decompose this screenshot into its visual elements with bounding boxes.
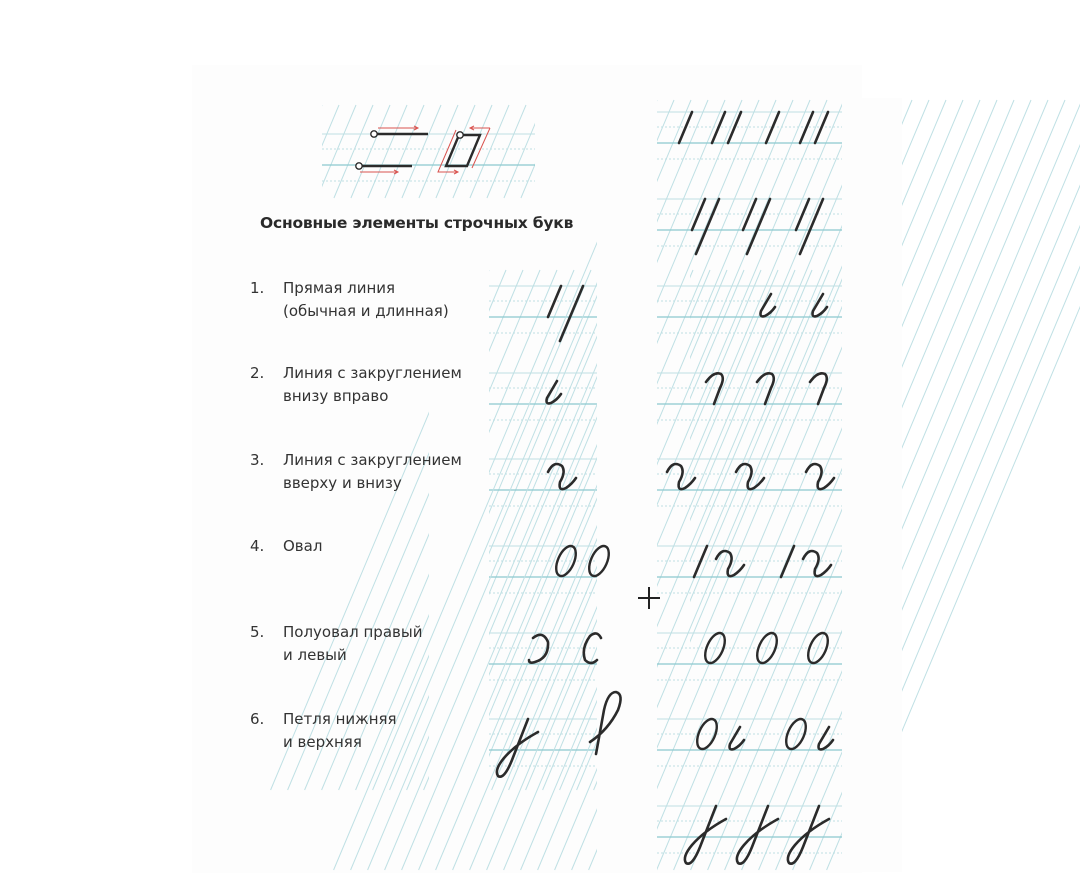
slant-guide-line	[351, 105, 390, 198]
slant-guide-line	[334, 105, 373, 198]
start-point-icon	[371, 131, 377, 137]
element-number: 1.	[250, 279, 265, 297]
grid-edge-mask	[597, 98, 657, 872]
element-number: 2.	[250, 364, 265, 382]
slant-guide-line	[776, 100, 1080, 870]
line-top-curve-stroke	[810, 373, 827, 404]
slant-guide-line	[385, 105, 424, 198]
long-line-stroke	[696, 199, 719, 254]
start-point-icon	[457, 132, 463, 138]
line-bottom-curve-stroke	[730, 727, 745, 749]
slant-guide-line	[402, 105, 441, 198]
crosshair-cursor-icon	[638, 587, 660, 609]
line-top-bottom-curve-stroke	[803, 551, 831, 576]
diagram-grid	[262, 103, 595, 200]
slant-guide-line	[368, 105, 407, 198]
element-label: Овал	[283, 537, 323, 555]
lower-loop-stroke	[685, 806, 726, 864]
grid-edge-mask	[262, 103, 322, 200]
grid-edge-mask	[842, 98, 902, 872]
long-line-stroke	[800, 199, 823, 254]
lower-loop-stroke	[788, 806, 829, 864]
lower-loop-stroke	[737, 806, 778, 864]
page-title: Основные элементы строчных букв	[260, 214, 574, 232]
element-number: 4.	[250, 537, 265, 555]
line-top-curve-stroke	[706, 373, 723, 404]
slant-guide-line	[436, 105, 475, 198]
line-bottom-curve-stroke	[547, 381, 562, 403]
grid-edge-mask	[429, 268, 489, 792]
grid-edge-mask	[535, 103, 595, 200]
slant-guide-line	[759, 100, 1080, 870]
element-label: Полуовал правый и левый	[283, 623, 423, 664]
line-top-bottom-curve-stroke	[716, 551, 744, 576]
oval-stroke	[782, 716, 810, 752]
slant-guide-line	[317, 105, 356, 198]
element-label: Линия с закруглением внизу вправо	[283, 364, 462, 405]
slant-guide-line	[470, 105, 509, 198]
element-number: 3.	[250, 451, 265, 469]
element-number: 6.	[250, 710, 265, 728]
start-point-icon	[356, 163, 362, 169]
element-number: 5.	[250, 623, 265, 641]
element-label: Петля нижняя и верхняя	[283, 710, 397, 751]
slant-guide-line	[487, 105, 526, 198]
element-label: Прямая линия (обычная и длинная)	[283, 279, 449, 320]
slant-guide-line	[742, 100, 1065, 870]
element-label: Линия с закруглением вверху и внизу	[283, 451, 462, 492]
line-top-curve-stroke	[757, 373, 774, 404]
line-top-bottom-curve-stroke	[806, 464, 834, 489]
